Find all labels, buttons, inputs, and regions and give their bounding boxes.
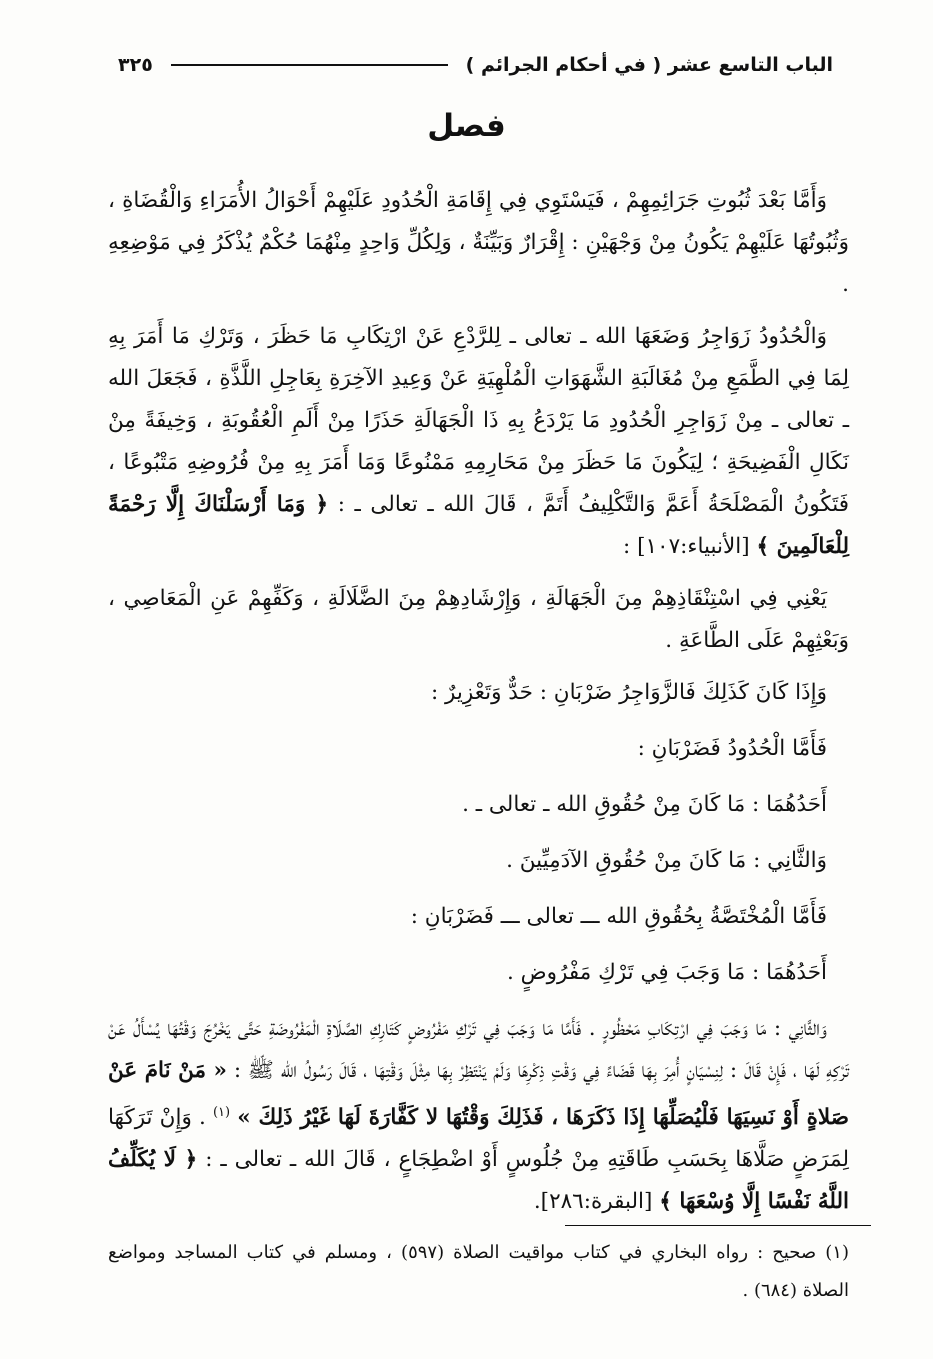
- paragraph: وَإِذَا كَانَ كَذَلِكَ فَالزَّوَاجِرُ ضَرْبَانِ : حَدٌّ وَتَعْزِيرٌ :: [430, 680, 827, 705]
- body-text: [108, 180, 849, 1233]
- page-number: ٣٢٥: [118, 54, 153, 76]
- section-title: فصل: [427, 108, 506, 144]
- paragraph: وَالثَّانِي : مَا كَانَ مِنْ حُقُوقِ الآدَمِيِّينَ .: [506, 848, 827, 873]
- running-header: [118, 48, 833, 82]
- header-rule: [171, 64, 448, 66]
- hadith-quote: « مَنْ نَامَ عَنْ صَلاةٍ أَوْ نَسِيَهَا فَلْيُصَلِّهَا إِذَا ذَكَرَهَا ، فَذَلِكَ وَقْتُهَا لا كَفَّارَةَ لَهَا غَيْرُ ذَلِكَ »: [108, 1058, 849, 1131]
- paragraph: فَأَمَّا الْحُدُودُ فَضَرْبَانِ :: [637, 736, 827, 761]
- footnote-reference: (١): [212, 1105, 231, 1120]
- verse-reference: [الأنبياء:١٠٧] :: [623, 534, 750, 559]
- quran-verse: ﴿ لَا يُكَلِّفُ اللَّهُ نَفْسًا إِلَّا وُسْعَهَا ﴾: [108, 1147, 849, 1215]
- paragraph-text: وَالثَّانِي : مَا وَجَبَ فِي ارْتِكَابِ مَحْظُورٍ . فَأَمَّا مَا وَجَبَ فِي تَرْكِ مَفْرُوضٍ كَتَارِكِ الصَّلَاةِ الْمَفْرُوضَةِ حَتَّى يَخْرُجَ وَقْتُهَا يُسْأَلُ عَنْ تَرْكِهِ لَهَا ، فَإِنْ قَالَ : لِنِسْيَانٍ أُمِرَ بِهَا قَضَاءً فِي وَقْتِ ذِكْرِهَا وَلَمْ يَنْتَظِرْ بِهَا مِثْلَ وَقْتِهَا ، قَالَ رَسُولُ الله ﷺ :: [108, 1016, 849, 1083]
- footnote-separator: [565, 1225, 871, 1226]
- paragraph: أَحَدُهُمَا : مَا كَانَ مِنْ حُقُوقِ الله ـ تعالى ـ .: [462, 792, 827, 817]
- chapter-title: الباب التاسع عشر ( في أحكام الجرائم ): [465, 54, 833, 76]
- paragraph: وَأَمَّا بَعْدَ ثُبُوتِ جَرَائِمِهِمْ ، فَيَسْتَوِي فِي إِقَامَةِ الْحُدُودِ عَلَيْهِمْ أَحْوَالُ الأُمَرَاءِ وَالْقُضَاةِ ، وَثُبُوتُهَا عَلَيْهِمْ يَكُونُ مِنْ وَجْهَيْنِ : إِقْرَارٌ وَبَيِّنَةٌ ، وَلِكُلِّ وَاحِدٍ مِنْهُمَا حُكْمٌ يُذْكَرُ فِي مَوْضِعِهِ .: [108, 188, 849, 297]
- paragraph: [108, 1008, 849, 1223]
- footnote: (١) صحيح : رواه البخاري في كتاب مواقيت الصلاة (٥٩٧) ، ومسلم في كتاب المساجد ومواضع الصلاة (٦٨٤) .: [108, 1242, 849, 1301]
- paragraph: يَعْنِي فِي اسْتِنْقَاذِهِمْ مِنَ الْجَهَالَةِ ، وَإِرْشَادِهِمْ مِنَ الضَّلَالَةِ ، وَكَفِّهِمْ عَنِ الْمَعَاصِي ، وَبَعْثِهِمْ عَلَى الطَّاعَةِ .: [108, 586, 849, 653]
- paragraph: [108, 316, 849, 568]
- paragraph-text: . وَإِنْ تَرَكَهَا لِمَرَضٍ صَلَّاهَا بِحَسَبِ طَاقَتِهِ مِنْ جُلُوسٍ أَوْ اضْطِجَاعٍ ، قَالَ الله ـ تعالى ـ :: [108, 1105, 849, 1173]
- paragraph-text: وَالْحُدُودُ زَوَاجِرُ وَضَعَهَا الله ـ تعالى ـ لِلرَّدْعِ عَنْ ارْتِكَابِ مَا حَظَرَ ، وَتَرْكِ مَا أَمَرَ بِهِ لِمَا فِي الطَّمَعِ مِنْ مُغَالَبَةِ الشَّهَوَاتِ الْمُلْهِيَةِ عَنْ وَعِيدِ الآخِرَةِ بِعَاجِلِ اللَّذَّةِ ، فَجَعَلَ الله ـ تعالى ـ مِنْ زَوَاجِرِ الْحُدُودِ مَا يَرْدَعُ بِهِ ذَا الْجَهَالَةِ حَذَرًا مِنْ أَلَمِ الْعُقُوبَةِ ، وَخِيفَةً مِنْ نَكَالِ الْفَضِيحَةِ ؛ لِيَكُونَ مَا حَظَرَ مِنْ مَحَارِمِهِ مَمْنُوعًا وَمَا أَمَرَ بِهِ مِنْ فُرُوضِهِ مَتْبُوعًا ، فَتَكُونُ الْمَصْلَحَةُ أَعَمَّ وَالتَّكْلِيفُ أَتَمَّ ، قَالَ الله ـ تعالى ـ :: [108, 324, 849, 517]
- paragraph: أَحَدُهُمَا : مَا وَجَبَ فِي تَرْكِ مَفْرُوضٍ .: [506, 960, 827, 985]
- verse-reference: [البقرة:٢٨٦].: [533, 1189, 653, 1215]
- paragraph: فَأَمَّا الْمُخْتَصَّةُ بِحُقُوقِ الله ـــ تعالى ـــ فَضَرْبَانِ :: [410, 904, 827, 929]
- quran-verse: ﴿ وَمَا أَرْسَلْنَاكَ إِلَّا رَحْمَةً لِلْعَالَمِينَ ﴾: [108, 492, 849, 559]
